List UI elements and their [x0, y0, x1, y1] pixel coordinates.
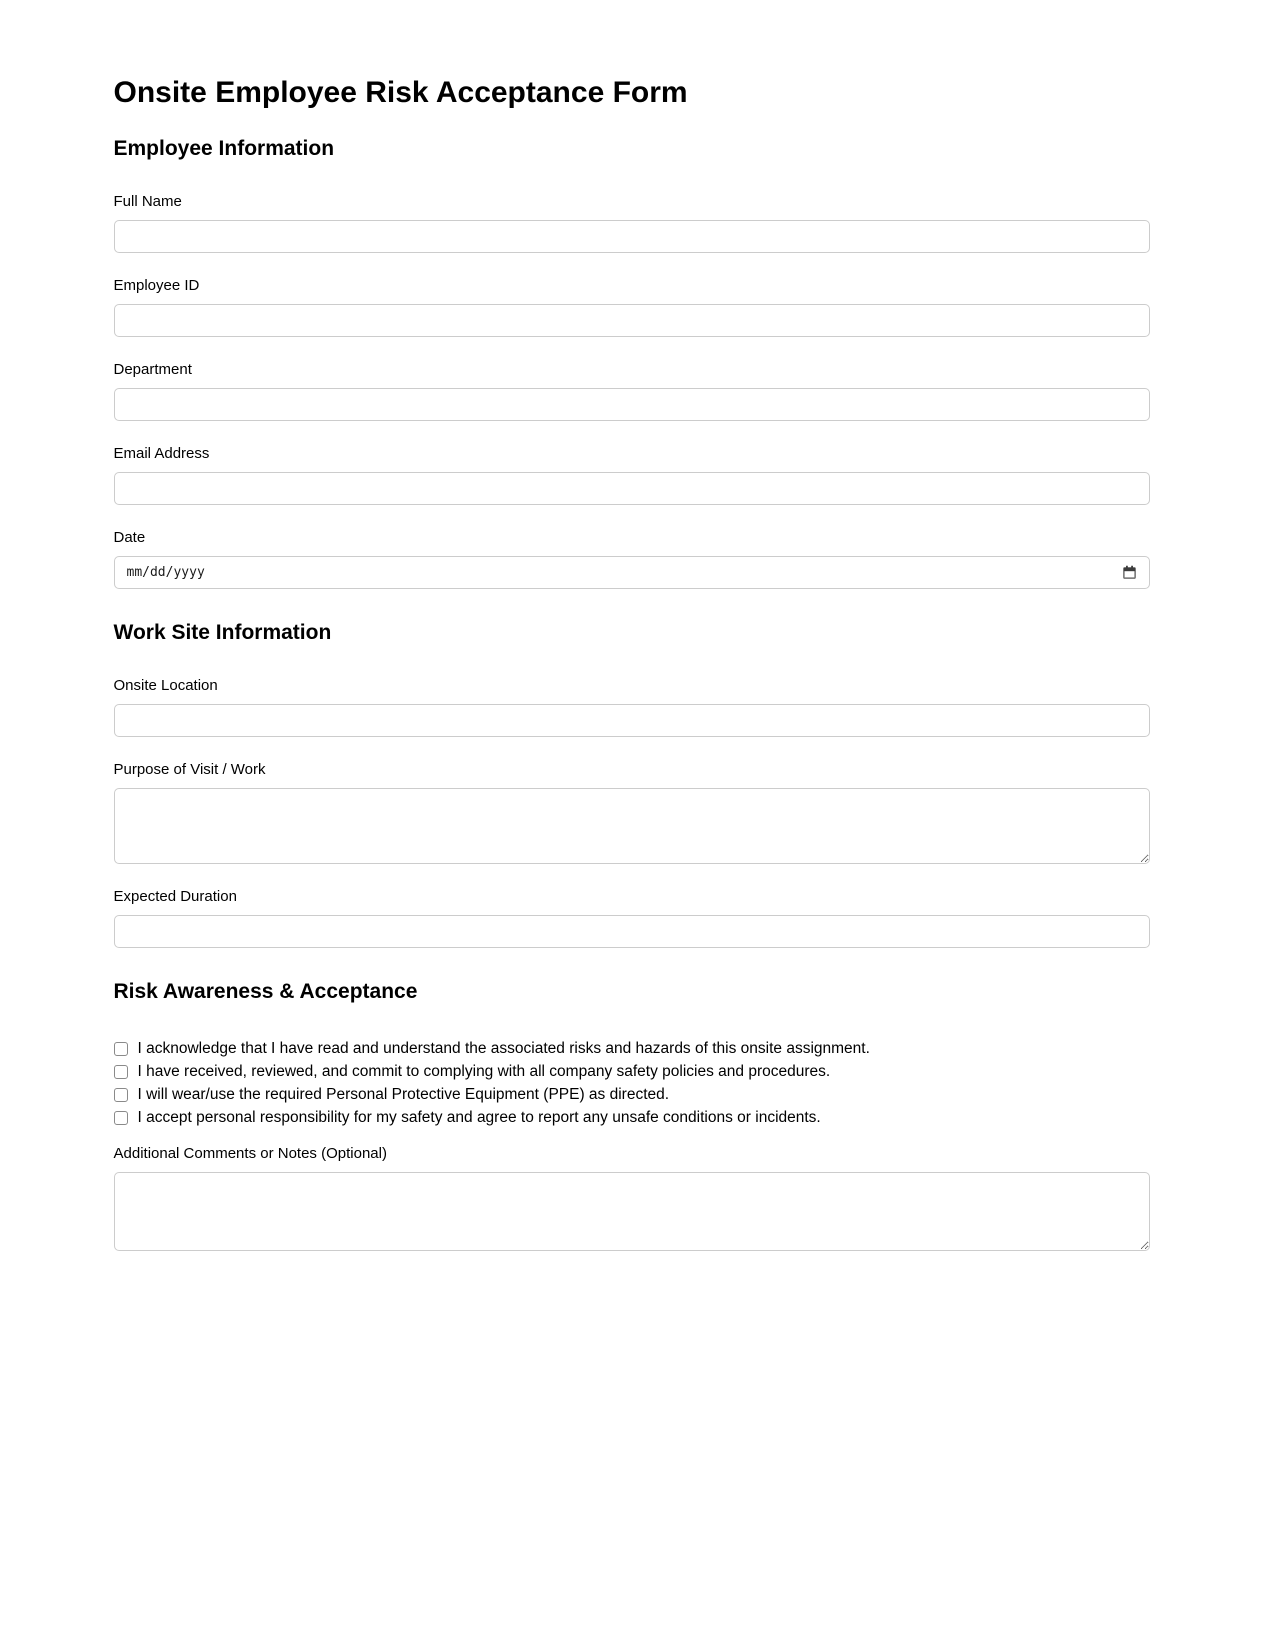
email-address-label: Email Address — [113, 445, 210, 462]
page-title: Onsite Employee Risk Acceptance Form — [113, 76, 688, 109]
acknowledge-risks-label: I acknowledge that I have read and understand the associated risks and hazards of this onsite assignment. — [137, 1039, 870, 1057]
employee-id-field — [114, 277, 1150, 337]
full-name-input[interactable] — [114, 220, 1150, 253]
onsite-location-field — [114, 677, 1150, 737]
onsite-location-label: Onsite Location — [113, 677, 218, 694]
date-input[interactable] — [114, 556, 1150, 589]
date-placeholder: mm/dd/yyyy — [126, 565, 205, 580]
calendar-icon[interactable] — [1122, 565, 1137, 580]
date-label: Date — [113, 529, 146, 546]
personal-responsibility-checkbox[interactable] — [114, 1111, 128, 1125]
section-risk-awareness-acceptance — [114, 980, 1150, 1251]
expected-duration-label: Expected Duration — [113, 888, 237, 905]
comments-textarea[interactable] — [114, 1172, 1150, 1251]
risk-checkbox-list — [114, 1037, 1150, 1129]
expected-duration-field — [114, 888, 1150, 948]
employee-information-heading: Employee Information — [113, 137, 335, 160]
work-site-information-heading: Work Site Information — [113, 621, 332, 644]
safety-policies-label: I have received, reviewed, and commit to complying with all company safety policies and procedures. — [137, 1062, 831, 1080]
ppe-checkbox[interactable] — [114, 1088, 128, 1102]
employee-id-input[interactable] — [114, 304, 1150, 337]
section-work-site-information — [114, 621, 1150, 948]
email-address-input[interactable] — [114, 472, 1150, 505]
expected-duration-input[interactable] — [114, 915, 1150, 948]
email-address-field — [114, 445, 1150, 505]
risk-awareness-heading: Risk Awareness & Acceptance — [113, 980, 418, 1003]
risk-acceptance-form — [114, 0, 1150, 1251]
employee-id-label: Employee ID — [113, 277, 200, 294]
full-name-label: Full Name — [113, 193, 182, 210]
personal-responsibility-label: I accept personal responsibility for my safety and agree to report any unsafe conditions or incidents. — [137, 1108, 821, 1126]
ppe-label: I will wear/use the required Personal Protective Equipment (PPE) as directed. — [137, 1085, 670, 1103]
safety-policies-checkbox[interactable] — [114, 1065, 128, 1079]
onsite-location-input[interactable] — [114, 704, 1150, 737]
comments-field — [114, 1145, 1150, 1251]
department-label: Department — [113, 361, 192, 378]
purpose-label: Purpose of Visit / Work — [113, 761, 266, 778]
department-field — [114, 361, 1150, 421]
checkbox-row-ppe[interactable] — [114, 1083, 1150, 1106]
comments-label: Additional Comments or Notes (Optional) — [113, 1145, 387, 1162]
section-employee-information — [114, 137, 1150, 589]
checkbox-row-safety-policies[interactable] — [114, 1060, 1150, 1083]
acknowledge-risks-checkbox[interactable] — [114, 1042, 128, 1056]
checkbox-row-acknowledge-risks[interactable] — [114, 1037, 1150, 1060]
full-name-field — [114, 193, 1150, 253]
checkbox-row-personal-responsibility[interactable] — [114, 1106, 1150, 1129]
purpose-textarea[interactable] — [114, 788, 1150, 864]
purpose-field — [114, 761, 1150, 864]
date-field — [114, 529, 1150, 589]
department-input[interactable] — [114, 388, 1150, 421]
